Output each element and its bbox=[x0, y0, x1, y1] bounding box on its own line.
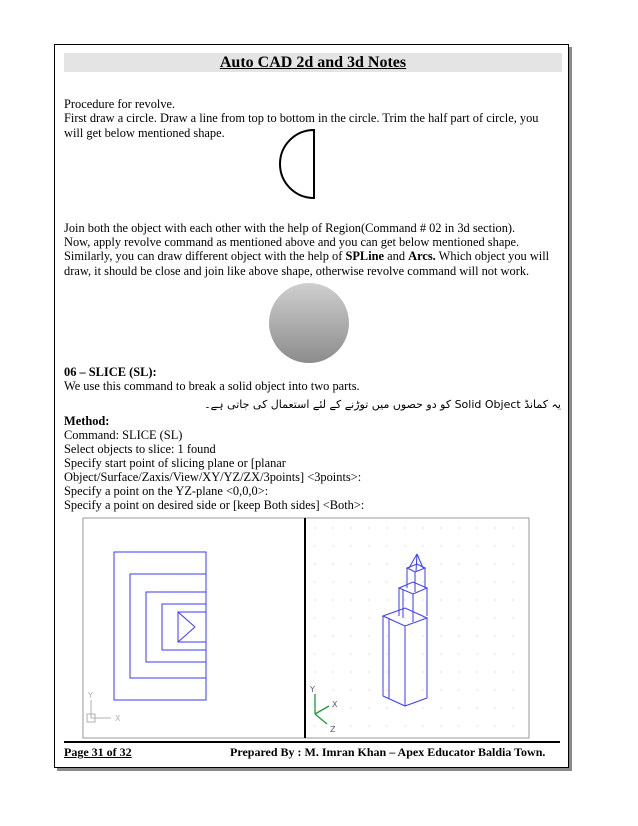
command-line-2: Select objects to slice: 1 found bbox=[64, 442, 216, 456]
revolve-heading: Procedure for revolve. bbox=[64, 97, 176, 111]
method-heading: Method: bbox=[64, 414, 110, 428]
prepared-by: Prepared By : M. Imran Khan – Apex Educator Baldia Town. bbox=[230, 745, 546, 759]
axis-label-x-left: X bbox=[115, 714, 121, 723]
page-number: Page 31 of 32 bbox=[64, 745, 132, 759]
page-title: Auto CAD 2d and 3d Notes bbox=[64, 53, 562, 72]
join-text: Join both the object with each other with the help of Region(Command # 02 in 3d section). bbox=[64, 221, 516, 235]
command-line-3: Specify start point of slicing plane or [planar bbox=[64, 456, 286, 470]
axis-label-y-left: Y bbox=[88, 691, 93, 700]
axis-label-z-right: Z bbox=[330, 725, 336, 734]
revolve-command-text: Now, apply revolve command as mentioned above and you can get below mentioned shape. bbox=[64, 235, 520, 249]
slice-description: We use this command to break a solid object into two parts. bbox=[64, 379, 360, 393]
cad-viewport-image bbox=[83, 518, 529, 738]
urdu-description: یہ کمانڈ Solid Object کو دو حصوں میں توڑنے کے لئے استعمال کی جاتی ہے۔ bbox=[204, 398, 561, 411]
footer-rule bbox=[64, 741, 560, 743]
slice-heading: 06 – SLICE (SL): bbox=[64, 365, 157, 379]
revolve-paragraph: First draw a circle. Draw a line from top to bottom in the circle. Trim the half part of circle, you will get below mentioned shape. bbox=[64, 111, 539, 140]
command-line-1: Command: SLICE (SL) bbox=[64, 428, 183, 442]
revolved-sphere bbox=[268, 282, 350, 364]
axis-label-x-right: X bbox=[332, 700, 338, 709]
axis-label-y-right: Y bbox=[310, 685, 315, 694]
command-line-5: Specify a point on the YZ-plane <0,0,0>: bbox=[64, 484, 269, 498]
half-circle-shape bbox=[270, 128, 320, 200]
spline-arcs-paragraph: Similarly, you can draw different object with the help of SPLine and Arcs. Which object you will draw, it should be close and join like above shape, otherwise revolve command will not work. bbox=[64, 249, 550, 278]
command-line-6: Specify a point on desired side or [keep Both sides] <Both>: bbox=[64, 498, 365, 512]
command-line-4: Object/Surface/Zaxis/View/XY/YZ/ZX/3points] <3points>: bbox=[64, 470, 362, 484]
